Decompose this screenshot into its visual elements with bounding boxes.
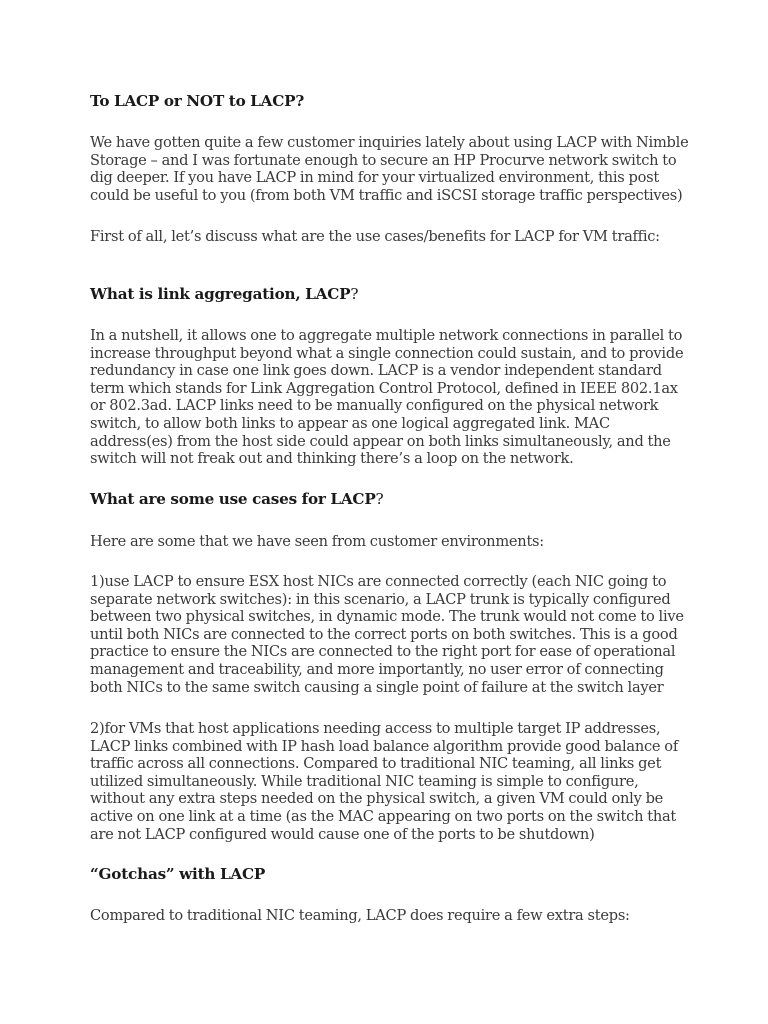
- link-aggregation-paragraph: In a nutshell, it allows one to aggregate multiple network connections in parallel to increase throughput beyond what a single connection could sustain, and to provide redundancy in case one link goes down. LACP is a vendor independent standard term which stands for Link Aggregation Control Protocol, defined in IEEE 802.1ax or 802.3ad. LACP links need to be manually configured on the physical network switch, to allow both links to appear as one logical aggregated link. MAC address(es) from the host side could appear on both links simultaneously, and the switch will not freak out and thinking there’s a loop on the network.: [90, 327, 684, 468]
- use-cases-intro: Here are some that we have seen from customer environments:: [90, 533, 544, 550]
- heading-question-mark: ?: [350, 285, 359, 303]
- heading-question-mark: ?: [375, 490, 384, 508]
- gotchas-paragraph: Compared to traditional NIC teaming, LACP does require a few extra steps:: [90, 907, 630, 924]
- heading-text: What is link aggregation, LACP: [90, 285, 351, 303]
- section-heading-use-cases: [90, 491, 690, 509]
- heading-text: What are some use cases for LACP: [90, 490, 376, 508]
- use-case-item-1: 1)use LACP to ensure ESX host NICs are connected correctly (each NIC going to separate network switches): in this scenario, a LACP trunk is typically configured between two physical switches, in dynamic mode. The trunk would not come to live until both NICs are connected to the correct ports on both switches. This is a good practice to ensure the NICs are connected to the right port for ease of operational management and traceability, and more importantly, no user error of connecting both NICs to the same switch causing a single point of failure at the switch layer: [90, 573, 684, 696]
- intro-paragraph: We have gotten quite a few customer inquiries lately about using LACP with Nimble Storage – and I was fortunate enough to secure an HP Procurve network switch to dig deeper. If you have LACP in mind for your virtualized environment, this post could be useful to you (from both VM traffic and iSCSI storage traffic perspectives): [90, 134, 689, 204]
- section-heading-link-aggregation: [90, 286, 690, 304]
- section-heading-gotchas: “Gotchas” with LACP: [90, 865, 266, 883]
- document-title: To LACP or NOT to LACP?: [90, 92, 305, 110]
- lead-paragraph: First of all, let’s discuss what are the use cases/benefits for LACP for VM traffic:: [90, 228, 660, 245]
- use-case-item-2: 2)for VMs that host applications needing access to multiple target IP addresses, LACP links combined with IP hash load balance algorithm provide good balance of traffic across all connections. Compared to traditional NIC teaming, all links get utilized simultaneously. While traditional NIC teaming is simple to configure, without any extra steps needed on the physical switch, a given VM could only be active on one link at a time (as the MAC appearing on two ports on the switch that are not LACP configured would cause one of the ports to be shutdown): [90, 720, 678, 843]
